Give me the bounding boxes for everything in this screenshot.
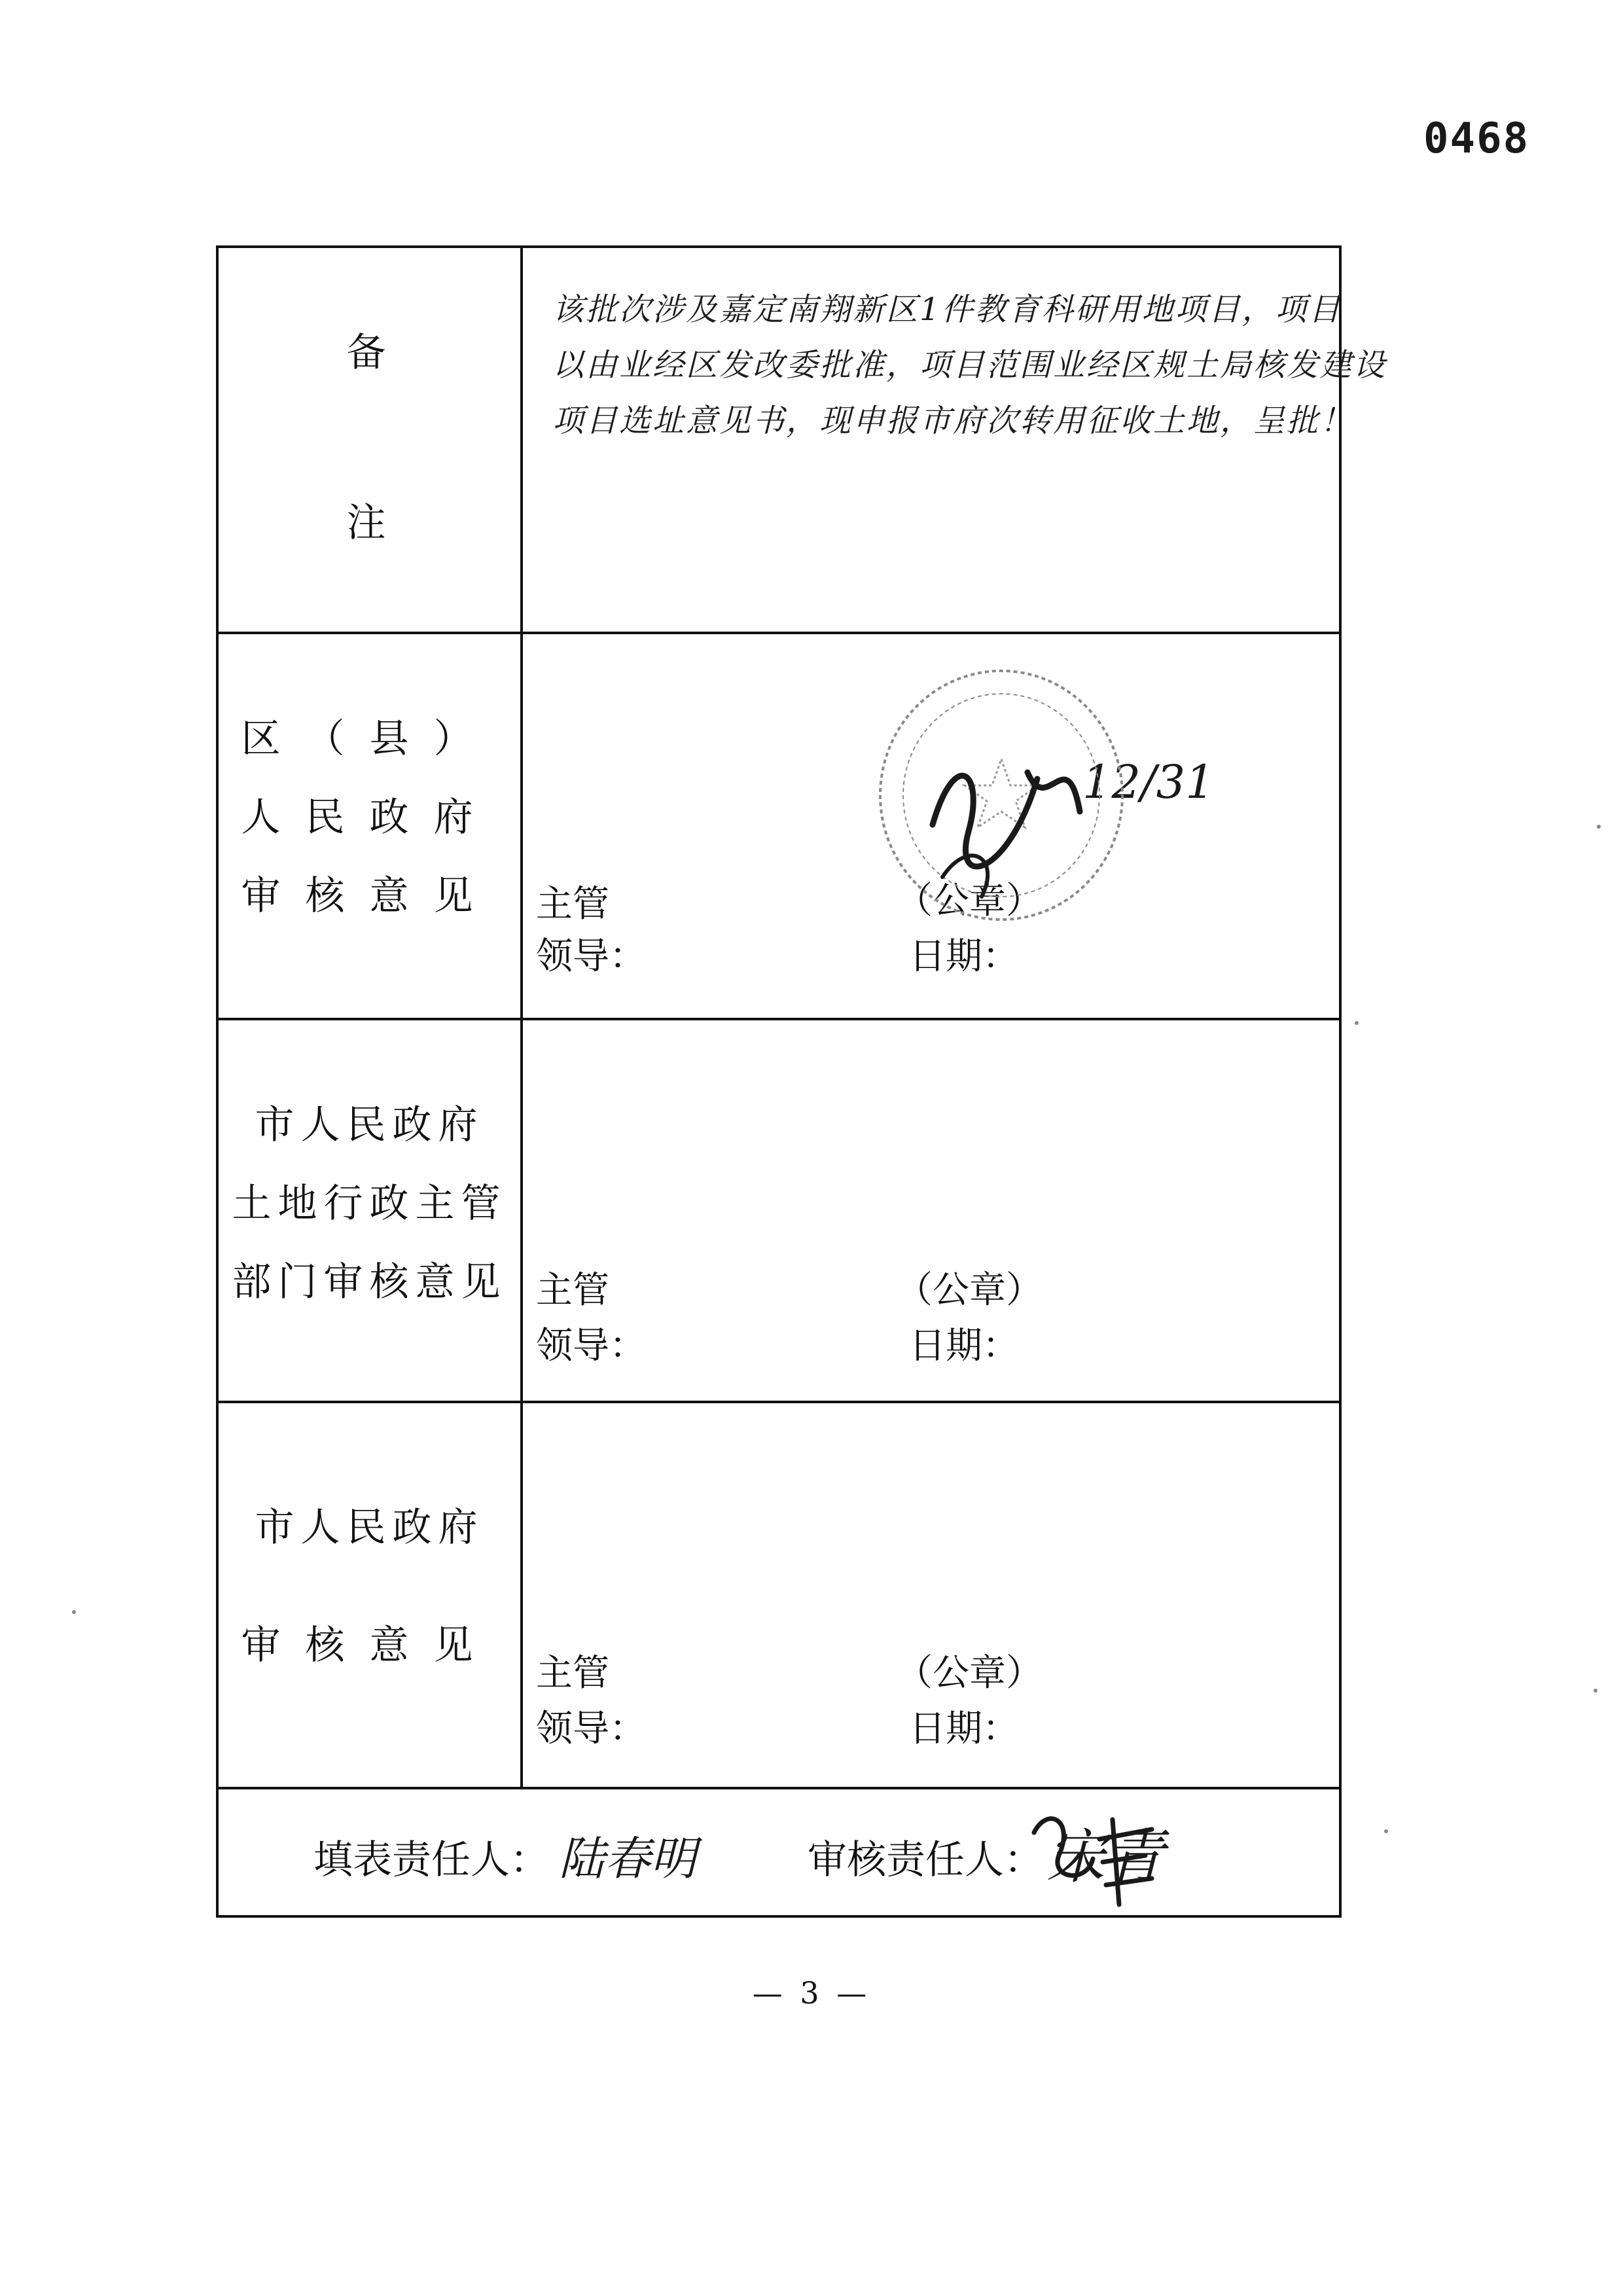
district-leader-label-line-1: 主管 — [536, 883, 609, 925]
remarks-label-cell — [219, 248, 523, 632]
remarks-handwritten-line-2: 以由业经区发改委批准，项目范围业经区规土局核发建设 — [552, 347, 1387, 384]
city-gov-review-row — [219, 1403, 1339, 1789]
remarks-content-cell — [523, 248, 1387, 632]
land-dept-date-label: 日期： — [909, 1325, 1019, 1367]
reviewer-signature: 宋青 — [1046, 1823, 1164, 1892]
filler-signature: 陆春明 — [559, 1832, 696, 1886]
district-label-line-1: 区（县） — [241, 716, 498, 762]
district-label-line-2: 人民政府 — [241, 795, 498, 840]
archive-page-number: 0468 — [1423, 115, 1530, 163]
scan-speck — [72, 1610, 76, 1614]
district-review-row — [219, 634, 1339, 1020]
city-gov-label-line-2: 审核意见 — [241, 1623, 498, 1668]
page-footer-number: — 3 — — [752, 1975, 871, 2011]
land-dept-content-cell — [523, 1020, 1339, 1401]
city-gov-seal-label: （公章） — [896, 1652, 1043, 1695]
city-gov-leader-label-line-1: 主管 — [536, 1652, 609, 1695]
district-leader-label-line-2: 领导： — [536, 935, 646, 978]
remarks-label-top: 备 — [346, 330, 393, 376]
land-dept-review-row — [219, 1020, 1339, 1403]
scan-speck — [1594, 1689, 1597, 1693]
official-seal-stamp — [870, 661, 1145, 962]
scan-speck — [1384, 1829, 1388, 1833]
remarks-handwritten-line-1: 该批次涉及嘉定南翔新区1件教育科研用地项目，项目 — [552, 291, 1342, 328]
city-gov-label-line-1: 市人民政府 — [255, 1505, 484, 1551]
filler-label: 填表责任人： — [313, 1837, 549, 1883]
land-dept-leader-label-line-2: 领导： — [536, 1325, 646, 1367]
reviewer-label: 审核责任人： — [808, 1837, 1043, 1883]
land-dept-label-line-1: 市人民政府 — [255, 1102, 484, 1148]
land-dept-seal-label: （公章） — [896, 1269, 1043, 1312]
reviewer-signature-flourish — [1021, 1793, 1191, 1911]
city-gov-leader-label-line-2: 领导： — [536, 1708, 646, 1750]
land-dept-label-line-2: 土地行政主管 — [232, 1181, 507, 1227]
remarks-label-bottom: 注 — [346, 500, 393, 546]
city-gov-content-cell — [523, 1403, 1339, 1787]
land-approval-form-table — [216, 245, 1387, 1918]
scan-speck — [1355, 1021, 1359, 1025]
district-signature-date: 12/31 — [1082, 755, 1215, 809]
district-label-line-3: 审核意见 — [241, 873, 498, 919]
scan-speck — [1597, 825, 1601, 829]
land-dept-label-line-3: 部门审核意见 — [232, 1259, 507, 1305]
land-dept-label-cell — [219, 1020, 523, 1401]
city-gov-label-cell — [219, 1403, 523, 1787]
remarks-handwritten-line-3: 项目选址意见书，现申报市府次转用征收土地，呈批！ — [552, 403, 1354, 439]
city-gov-date-label: 日期： — [909, 1708, 1019, 1750]
remarks-row — [219, 248, 1387, 634]
district-label-cell — [219, 634, 523, 1018]
land-dept-leader-label-line-1: 主管 — [536, 1269, 609, 1312]
district-seal-label: （公章） — [896, 880, 1043, 922]
district-date-label: 日期： — [909, 935, 1019, 978]
